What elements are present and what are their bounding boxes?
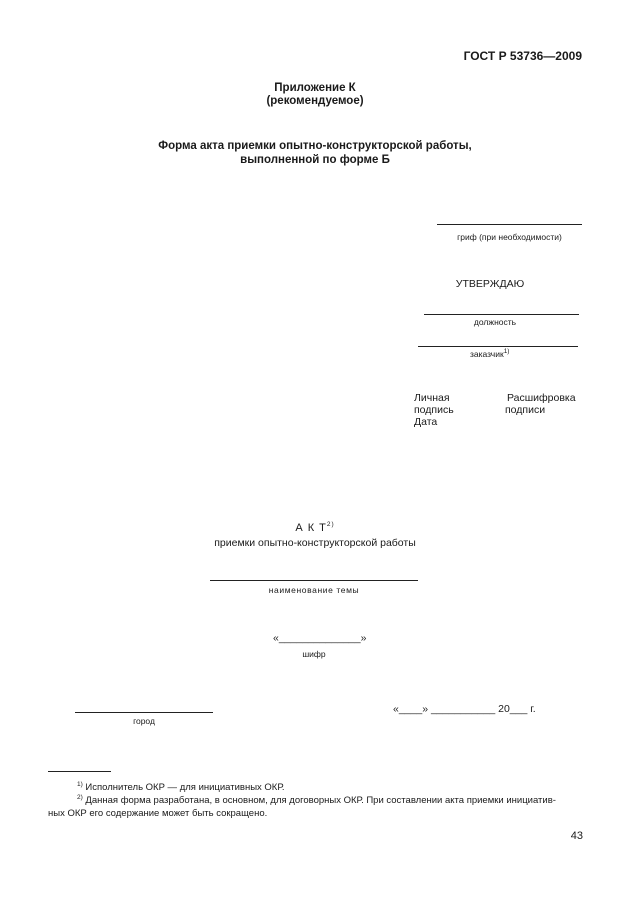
footnote-2: $^{2)}$ Данная форма разработана, в основном, для договорных ОКР. При составлении акта приемки инициатив- bbox=[77, 794, 556, 806]
stamp-caption: гриф (при необходимости) bbox=[457, 232, 562, 242]
theme-line bbox=[210, 580, 418, 581]
appendix-title: Приложение К bbox=[274, 82, 356, 94]
code-field: «______________» bbox=[273, 632, 367, 644]
act-date-line: «____» ___________ 20___ г. bbox=[393, 703, 536, 715]
signature-label-2: подпись bbox=[414, 404, 454, 416]
signature-label-1: Личная bbox=[414, 392, 450, 404]
city-caption: город bbox=[133, 716, 155, 726]
decoding-label-1: Расшифровка bbox=[507, 392, 576, 404]
standard-code: ГОСТ Р 53736—2009 bbox=[463, 49, 582, 63]
appendix-status: (рекомендуемое) bbox=[266, 95, 364, 107]
customer-caption: заказчик$^{1)}$ bbox=[470, 348, 510, 359]
footnote-separator bbox=[48, 771, 111, 772]
footnote-2-continuation: ных ОКР его содержание может быть сокращено. bbox=[48, 808, 268, 819]
form-title-line-1: Форма акта приемки опытно-конструкторской работы, bbox=[158, 140, 472, 152]
date-label: Дата bbox=[414, 416, 438, 428]
act-title: А К $Т^{2)}$ bbox=[295, 521, 335, 534]
customer-note-ref: 1) bbox=[503, 348, 510, 355]
position-caption: должность bbox=[473, 317, 517, 327]
code-caption: шифр bbox=[302, 649, 326, 659]
stamp-line bbox=[437, 224, 582, 225]
form-title-line-2: выполненной по форме Б bbox=[240, 154, 390, 166]
city-line bbox=[75, 712, 213, 713]
page-number: 43 bbox=[570, 830, 583, 842]
footnote-1: $^{1)}$ Исполнитель ОКР — для инициативных ОКР. bbox=[77, 781, 285, 793]
approval-label: УТВЕРЖДАЮ bbox=[455, 278, 525, 290]
position-line bbox=[424, 314, 579, 315]
customer-line bbox=[418, 346, 578, 347]
act-subtitle: приемки опытно-конструкторской работы bbox=[214, 537, 416, 549]
theme-caption: наименование темы bbox=[268, 585, 360, 595]
act-note-ref: 2) bbox=[326, 521, 335, 528]
decoding-label-2: подписи bbox=[505, 404, 546, 416]
